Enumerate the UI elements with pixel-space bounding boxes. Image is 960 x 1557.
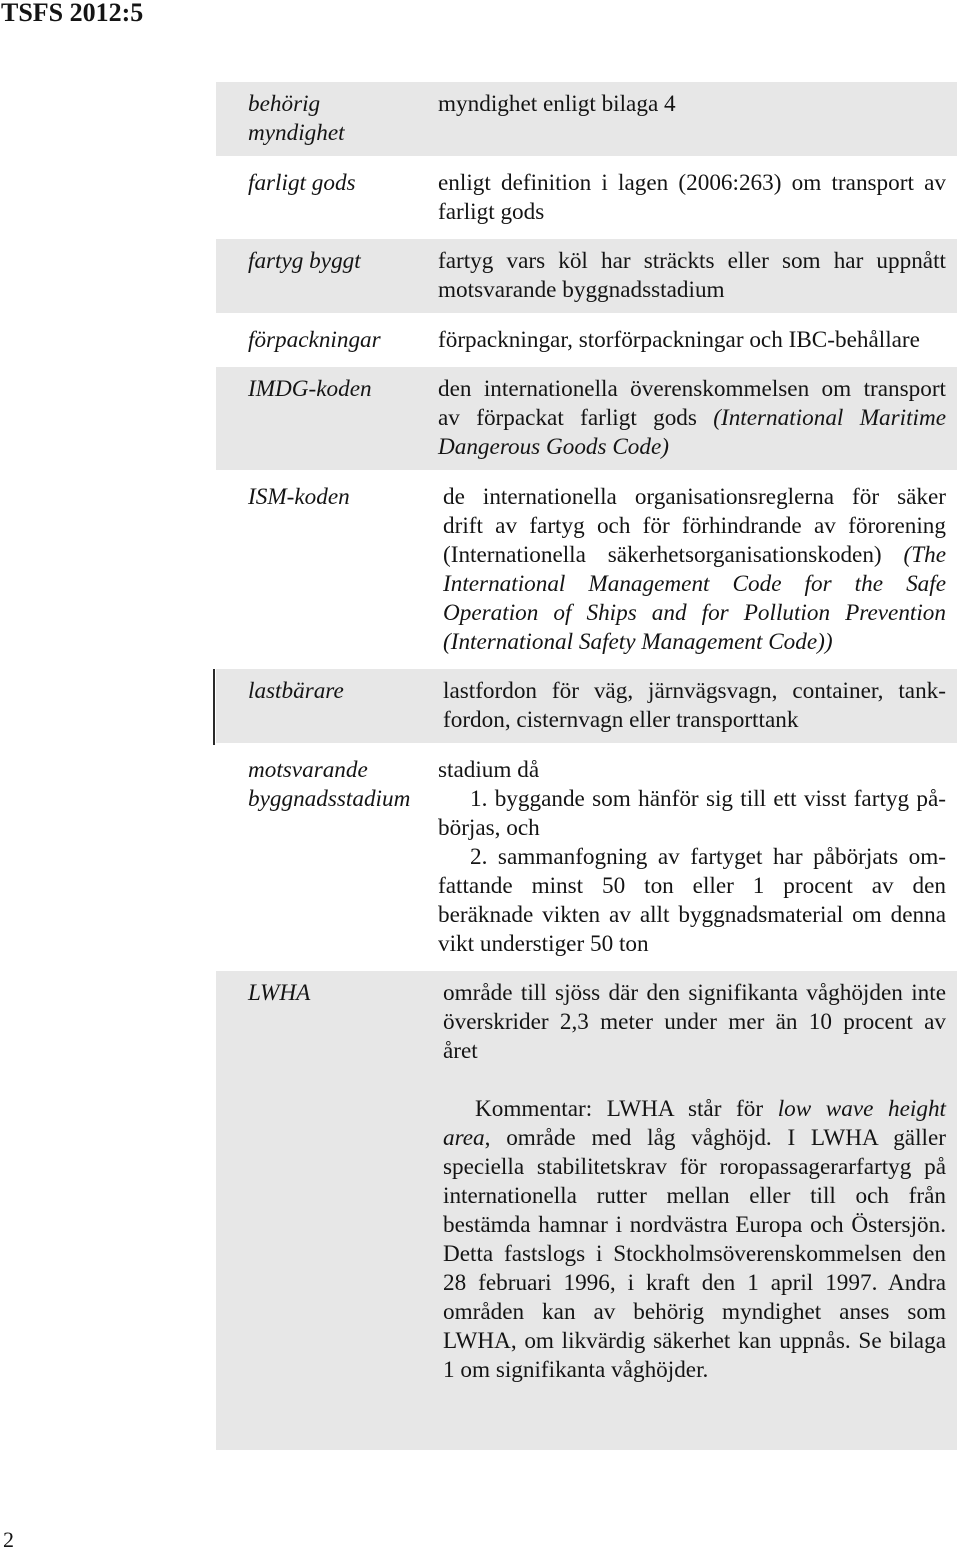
definition-segment-italic: (International Maritime (713, 405, 946, 431)
comment-line: Detta fastslogs i Stockholmsöverenskommelsen den (443, 1241, 946, 1267)
definition-line: lastfordon för väg, järnvägsvagn, container, tank- (443, 678, 946, 704)
definition-line: vikt understiger 50 ton (438, 930, 649, 957)
definition-text (438, 169, 946, 227)
term-line: ISM-koden (248, 483, 350, 510)
term-line: lastbärare (248, 678, 344, 704)
definition-text (438, 326, 946, 355)
document-id: TSFS 2012:5 (1, 0, 144, 27)
comment-line: 1 om signifikanta våghöjder. (443, 1357, 709, 1383)
definition-term (216, 247, 438, 305)
definition-text (438, 90, 946, 148)
definition-line: drift av fartyg och för förhindrande av förorening (443, 512, 946, 539)
definition-term (216, 677, 443, 735)
definition-term (216, 483, 443, 657)
definition-term (216, 375, 438, 462)
definition-row-imdg-koden (216, 367, 957, 470)
comment-segment: , område med låg våghöjd. I LWHA gäller (484, 1125, 946, 1151)
definition-segment-italic: (The (903, 541, 947, 568)
definition-line: fattande minst 50 ton eller 1 procent av den (438, 872, 946, 899)
term-line: IMDG-koden (248, 376, 372, 402)
definition-text (443, 483, 946, 657)
definition-text (438, 756, 946, 959)
comment-line: speciella stabilitetskrav för roropassagerarfartyg på (443, 1154, 946, 1180)
comment-segment: Kommentar: LWHA står för (475, 1096, 764, 1122)
definition-row-lastbarare (216, 669, 957, 743)
definition-line: de internationella organisationsreglerna för säker (443, 483, 946, 510)
definition-segment: av förpackat farligt gods (438, 405, 697, 431)
definition-line: börjas, och (438, 814, 540, 841)
term-line: myndighet (248, 120, 345, 146)
comment-line (443, 1095, 946, 1124)
definition-term (216, 169, 438, 227)
definition-text (438, 375, 946, 462)
comment-line (443, 1124, 946, 1153)
term-line: farligt gods (248, 169, 356, 196)
definition-row-lwha (216, 971, 957, 1450)
definition-line: förpackningar, storförpackningar och IBC-behållare (438, 326, 920, 353)
definition-segment: (Internationella säkerhetsorganisationskoden) (443, 541, 882, 568)
definition-term (216, 756, 438, 959)
definition-term (216, 979, 443, 1385)
definition-list-item: 2. sammanfogning av fartyget har påbörjats om- (470, 843, 946, 870)
definition-line: Operation of Ships and for Pollution Prevention (443, 599, 946, 626)
definition-line: stadium då (438, 756, 540, 783)
definition-row-farligt-gods (216, 161, 957, 235)
definition-line: motsvarande byggnadsstadium (438, 277, 725, 303)
definition-row-ism-koden (216, 475, 957, 665)
definition-line: område till sjöss där den signifikanta våghöjden inte (443, 980, 946, 1006)
definition-row-motsvarande-byggnadsstadium (216, 748, 957, 967)
term-line: byggnadsstadium (248, 785, 411, 812)
definition-line: (International Safety Management Code)) (443, 628, 833, 655)
definition-line: överskrider 2,3 meter under mer än 10 procent av (443, 1009, 946, 1035)
comment-line: internationella rutter mellan eller till och från (443, 1183, 946, 1209)
definition-line: fordon, cisternvagn eller transporttank (443, 707, 799, 733)
definition-line (443, 541, 946, 570)
definition-list-item: 1. byggande som hänför sig till ett visst fartyg på- (470, 785, 946, 812)
definition-line: beräknade vikten av allt byggnadsmaterial om denna (438, 901, 946, 928)
comment-box (443, 1095, 946, 1385)
comment-line: 28 februari 1996, i kraft den 1 april 1997. Andra (443, 1270, 946, 1296)
term-line: LWHA (248, 980, 311, 1006)
term-line: motsvarande (248, 756, 368, 783)
term-line: behörig (248, 91, 321, 117)
definition-term (216, 326, 438, 355)
comment-segment-italic: low wave height (777, 1096, 947, 1122)
comment-line: bestämda hamnar i nordvästra Europa och Östersjön. (443, 1212, 946, 1238)
change-bar (213, 669, 215, 745)
definition-term (216, 90, 438, 148)
page-number: 2 (3, 1527, 14, 1552)
definition-line: International Management Code for the Safe (443, 570, 946, 597)
definition-line: myndighet enligt bilaga 4 (438, 91, 676, 117)
definitions-table (216, 82, 957, 1450)
comment-line: områden kan av behörig myndighet anses som (443, 1299, 946, 1325)
definition-text (443, 979, 946, 1385)
comment-line: LWHA, om likvärdig säkerhet kan uppnås. Se bilaga (443, 1328, 946, 1354)
definition-row-behorig-myndighet (216, 82, 957, 156)
definition-line (438, 404, 946, 433)
definition-line: den internationella överenskommelsen om transport (438, 376, 946, 402)
definition-line: fartyg vars köl har sträckts eller som har uppnått (438, 248, 946, 274)
definition-line: Dangerous Goods Code) (438, 434, 670, 460)
definition-line: enligt definition i lagen (2006:263) om transport av (438, 169, 946, 196)
definition-row-fartyg-byggt (216, 239, 957, 313)
term-line: fartyg byggt (248, 248, 361, 274)
definition-row-forpackningar (216, 318, 957, 363)
definition-text (438, 247, 946, 305)
definition-line: farligt gods (438, 198, 545, 225)
definition-text (443, 677, 946, 735)
definition-line: året (443, 1038, 478, 1064)
term-line: förpackningar (248, 326, 381, 353)
comment-segment-italic: area (443, 1125, 485, 1151)
